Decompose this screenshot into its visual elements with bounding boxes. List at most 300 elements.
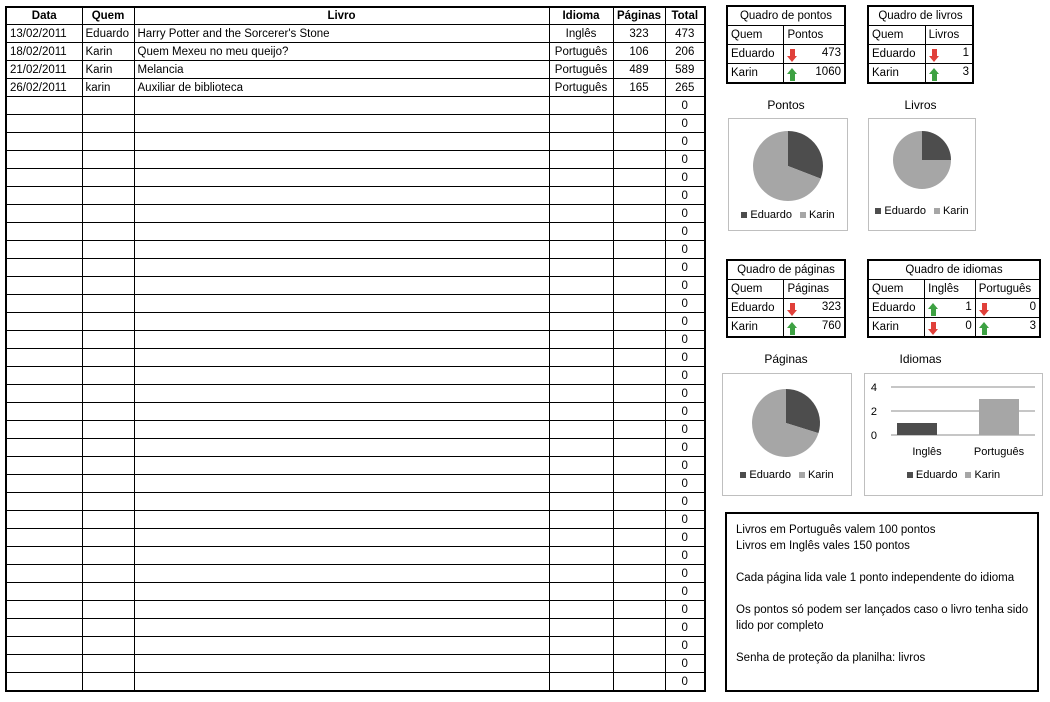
cell-idioma[interactable] <box>549 583 613 601</box>
cell-idioma[interactable]: Português <box>549 79 613 97</box>
table-row <box>6 313 705 331</box>
cell-data[interactable] <box>6 475 82 493</box>
cell-paginas[interactable] <box>613 97 665 115</box>
livros-pie-svg <box>869 119 975 207</box>
row-quem[interactable]: Eduardo <box>727 45 784 64</box>
arrow-down-icon <box>787 303 798 316</box>
row-value[interactable] <box>784 64 845 84</box>
cell-data[interactable]: 21/02/2011 <box>6 61 82 79</box>
legend-eduardo: Eduardo <box>875 205 926 217</box>
paginas-legend <box>723 469 851 481</box>
cell-paginas[interactable] <box>613 439 665 457</box>
cell-total[interactable]: 0 <box>665 115 705 133</box>
cell-total[interactable]: 0 <box>665 673 705 692</box>
cell-data[interactable] <box>6 133 82 151</box>
cell-idioma[interactable] <box>549 637 613 655</box>
y-tick-label: 4 <box>870 382 877 394</box>
cell-paginas[interactable] <box>613 421 665 439</box>
cell-paginas[interactable] <box>613 637 665 655</box>
cell-livro[interactable] <box>134 457 549 475</box>
cell-total[interactable]: 0 <box>665 565 705 583</box>
table-row <box>6 115 705 133</box>
cell-paginas[interactable] <box>613 619 665 637</box>
cell-total[interactable]: 0 <box>665 529 705 547</box>
cell-total[interactable]: 0 <box>665 295 705 313</box>
note-line-4: Os pontos só podem ser lançados caso o livro tenha sido lido por completo <box>736 604 1029 632</box>
livros-summary-table <box>867 5 974 84</box>
cell-livro[interactable] <box>134 169 549 187</box>
cell-idioma[interactable] <box>549 367 613 385</box>
legend-karin: Karin <box>934 205 969 217</box>
value-text: 760 <box>821 319 841 332</box>
cell-quem[interactable] <box>82 385 134 403</box>
cell-quem[interactable] <box>82 187 134 205</box>
cell-livro[interactable] <box>134 187 549 205</box>
cell-idioma[interactable] <box>549 385 613 403</box>
cell-idioma[interactable] <box>549 115 613 133</box>
cell-paginas[interactable] <box>613 583 665 601</box>
cell-data[interactable] <box>6 259 82 277</box>
cell-quem[interactable] <box>82 151 134 169</box>
cell-livro[interactable] <box>134 241 549 259</box>
cell-idioma[interactable] <box>549 439 613 457</box>
cell-data[interactable] <box>6 385 82 403</box>
row-quem[interactable]: Karin <box>727 64 784 84</box>
cell-total[interactable]: 0 <box>665 403 705 421</box>
cell-idioma[interactable] <box>549 313 613 331</box>
cell-quem[interactable]: Karin <box>82 43 134 61</box>
cell-quem[interactable] <box>82 547 134 565</box>
note-line-5: Senha de proteção da planilha: livros <box>736 652 926 664</box>
pontos-title: Quadro de pontos <box>739 10 833 22</box>
cell-total[interactable]: 0 <box>665 331 705 349</box>
cell-total[interactable]: 0 <box>665 475 705 493</box>
cell-paginas[interactable] <box>613 403 665 421</box>
bar-eduardo-0[interactable] <box>897 423 937 435</box>
cell-paginas[interactable] <box>613 475 665 493</box>
cell-total[interactable]: 0 <box>665 277 705 295</box>
cell-livro[interactable] <box>134 97 549 115</box>
cell-data[interactable] <box>6 97 82 115</box>
row-value[interactable] <box>925 45 973 64</box>
cell-livro[interactable] <box>134 385 549 403</box>
cell-quem[interactable] <box>82 349 134 367</box>
table-row <box>6 673 705 692</box>
cell-data[interactable] <box>6 115 82 133</box>
cell-idioma[interactable] <box>549 511 613 529</box>
cell-total[interactable]: 0 <box>665 187 705 205</box>
cell-data[interactable] <box>6 529 82 547</box>
row-value-ingles[interactable] <box>925 318 976 338</box>
cell-data[interactable] <box>6 601 82 619</box>
pontos-pie-chart[interactable] <box>728 118 848 231</box>
row-value[interactable] <box>784 318 845 338</box>
cell-livro[interactable] <box>134 277 549 295</box>
cell-idioma[interactable] <box>549 673 613 692</box>
cell-paginas[interactable] <box>613 655 665 673</box>
value-text: 0 <box>965 319 972 332</box>
cell-livro[interactable] <box>134 421 549 439</box>
bar-karin-1[interactable] <box>979 399 1019 435</box>
cell-paginas[interactable] <box>613 547 665 565</box>
cell-total[interactable]: 0 <box>665 637 705 655</box>
cell-quem[interactable]: Karin <box>82 61 134 79</box>
cell-livro[interactable] <box>134 637 549 655</box>
cell-quem[interactable] <box>82 169 134 187</box>
table-row <box>6 259 705 277</box>
livros-chart-title: Livros <box>904 98 937 112</box>
cell-livro[interactable] <box>134 493 549 511</box>
cell-livro[interactable] <box>134 259 549 277</box>
table-row <box>6 97 705 115</box>
idiomas-chart-title: Idiomas <box>899 352 942 366</box>
rules-notes-box <box>725 512 1039 692</box>
cell-idioma[interactable] <box>549 601 613 619</box>
cell-paginas[interactable]: 489 <box>613 61 665 79</box>
cell-data[interactable]: 26/02/2011 <box>6 79 82 97</box>
col-portugues[interactable]: Português <box>975 280 1040 299</box>
row-quem[interactable]: Eduardo <box>868 299 925 318</box>
cell-idioma[interactable] <box>549 619 613 637</box>
cell-total[interactable]: 0 <box>665 385 705 403</box>
cell-total[interactable]: 0 <box>665 493 705 511</box>
cell-livro[interactable] <box>134 565 549 583</box>
cell-livro[interactable] <box>134 529 549 547</box>
row-quem[interactable]: Karin <box>868 318 925 338</box>
cell-idioma[interactable] <box>549 187 613 205</box>
cell-livro[interactable] <box>134 439 549 457</box>
idiomas-bar-chart[interactable] <box>864 373 1043 496</box>
cell-quem[interactable] <box>82 493 134 511</box>
cell-total[interactable]: 0 <box>665 205 705 223</box>
cell-quem[interactable] <box>82 529 134 547</box>
cell-idioma[interactable] <box>549 259 613 277</box>
table-row <box>6 421 705 439</box>
cell-paginas[interactable] <box>613 601 665 619</box>
cell-total[interactable]: 206 <box>665 43 705 61</box>
cell-livro[interactable] <box>134 583 549 601</box>
table-row <box>6 547 705 565</box>
arrow-up-icon <box>928 303 939 316</box>
cell-total[interactable]: 0 <box>665 223 705 241</box>
cell-total[interactable]: 0 <box>665 133 705 151</box>
col-header-idioma[interactable]: Idioma <box>549 7 613 25</box>
cell-livro[interactable] <box>134 475 549 493</box>
cell-total[interactable]: 473 <box>675 27 695 40</box>
col-paginas[interactable]: Páginas <box>784 280 845 299</box>
cell-data[interactable] <box>6 565 82 583</box>
cell-data[interactable] <box>6 403 82 421</box>
cell-quem[interactable] <box>82 475 134 493</box>
cell-total[interactable]: 265 <box>665 79 705 97</box>
row-quem[interactable]: Eduardo <box>727 299 784 318</box>
col-quem[interactable]: Quem <box>868 26 925 45</box>
table-row <box>6 205 705 223</box>
cell-quem[interactable] <box>82 637 134 655</box>
note-line-2: Livros em Inglês vales 150 pontos <box>736 540 910 552</box>
cell-quem[interactable] <box>82 133 134 151</box>
cell-quem[interactable] <box>82 655 134 673</box>
cell-paginas[interactable] <box>613 385 665 403</box>
cell-data[interactable] <box>6 619 82 637</box>
cell-paginas[interactable] <box>613 259 665 277</box>
cell-paginas[interactable] <box>613 529 665 547</box>
cell-paginas[interactable] <box>613 457 665 475</box>
cell-quem[interactable] <box>82 205 134 223</box>
cell-paginas[interactable] <box>613 367 665 385</box>
cell-data[interactable] <box>6 151 82 169</box>
cell-paginas[interactable] <box>613 133 665 151</box>
table-row <box>6 457 705 475</box>
cell-quem[interactable] <box>82 241 134 259</box>
cell-data[interactable] <box>6 295 82 313</box>
livros-pie-chart[interactable] <box>868 118 976 231</box>
cell-livro[interactable] <box>134 673 549 692</box>
cell-total[interactable]: 0 <box>665 421 705 439</box>
cell-paginas[interactable] <box>613 205 665 223</box>
cell-idioma[interactable] <box>549 223 613 241</box>
cell-quem[interactable] <box>82 295 134 313</box>
cell-total[interactable]: 589 <box>665 61 705 79</box>
cell-livro[interactable] <box>134 367 549 385</box>
cell-data[interactable] <box>6 547 82 565</box>
cell-total[interactable]: 0 <box>665 583 705 601</box>
cell-paginas[interactable] <box>613 241 665 259</box>
cell-paginas[interactable] <box>613 673 665 692</box>
cell-data[interactable] <box>6 187 82 205</box>
cell-idioma[interactable] <box>549 349 613 367</box>
cell-paginas[interactable] <box>613 349 665 367</box>
cell-quem[interactable] <box>82 403 134 421</box>
cell-livro[interactable]: Melancia <box>134 61 549 79</box>
arrow-up-icon <box>929 68 940 81</box>
cell-idioma[interactable] <box>549 169 613 187</box>
cell-livro[interactable] <box>134 403 549 421</box>
cell-idioma[interactable]: Inglês <box>549 25 613 43</box>
cell-idioma[interactable] <box>549 493 613 511</box>
cell-data[interactable] <box>6 169 82 187</box>
cell-paginas[interactable]: 323 <box>613 25 665 43</box>
cell-total[interactable]: 0 <box>665 241 705 259</box>
cell-quem[interactable] <box>82 223 134 241</box>
cell-total[interactable]: 0 <box>665 439 705 457</box>
cell-paginas[interactable] <box>613 511 665 529</box>
cell-livro[interactable] <box>134 349 549 367</box>
row-value-portugues[interactable] <box>975 299 1040 318</box>
cell-quem[interactable] <box>82 673 134 692</box>
cell-paginas[interactable] <box>613 493 665 511</box>
cell-total[interactable]: 0 <box>665 367 705 385</box>
cell-quem[interactable] <box>82 277 134 295</box>
cell-idioma[interactable] <box>549 565 613 583</box>
row-value[interactable] <box>784 45 845 64</box>
cell-total[interactable]: 0 <box>665 97 705 115</box>
cell-data[interactable] <box>6 205 82 223</box>
cell-idioma[interactable] <box>549 277 613 295</box>
paginas-pie-chart[interactable] <box>722 373 852 496</box>
cell-idioma[interactable] <box>549 133 613 151</box>
cell-total[interactable]: 0 <box>665 151 705 169</box>
cell-idioma[interactable] <box>549 97 613 115</box>
cell-idioma[interactable] <box>549 403 613 421</box>
cell-livro[interactable] <box>134 313 549 331</box>
row-quem[interactable]: Eduardo <box>868 45 925 64</box>
cell-data[interactable] <box>6 493 82 511</box>
col-ingles[interactable]: Inglês <box>925 280 976 299</box>
cell-quem[interactable] <box>82 313 134 331</box>
cell-livro[interactable] <box>134 331 549 349</box>
col-quem[interactable]: Quem <box>868 280 925 299</box>
cell-data[interactable] <box>6 655 82 673</box>
cell-livro[interactable] <box>134 115 549 133</box>
cell-livro[interactable]: Auxiliar de biblioteca <box>134 79 549 97</box>
cell-paginas[interactable] <box>613 223 665 241</box>
cell-quem[interactable] <box>82 439 134 457</box>
cell-total[interactable]: 0 <box>665 349 705 367</box>
cell-livro[interactable] <box>134 511 549 529</box>
cell-quem[interactable] <box>82 331 134 349</box>
row-value-portugues[interactable] <box>975 318 1040 338</box>
cell-paginas[interactable] <box>613 277 665 295</box>
cell-data[interactable] <box>6 439 82 457</box>
cell-total[interactable]: 0 <box>665 313 705 331</box>
col-quem[interactable]: Quem <box>727 26 784 45</box>
cell-paginas[interactable] <box>613 295 665 313</box>
cell-quem[interactable] <box>82 619 134 637</box>
table-row <box>6 79 705 97</box>
cell-paginas[interactable] <box>613 331 665 349</box>
cell-data[interactable] <box>6 277 82 295</box>
cell-idioma[interactable] <box>549 205 613 223</box>
cell-paginas[interactable] <box>613 169 665 187</box>
row-value-ingles[interactable] <box>925 299 976 318</box>
cell-idioma[interactable] <box>549 331 613 349</box>
cell-paginas[interactable] <box>613 187 665 205</box>
cell-paginas[interactable]: 165 <box>613 79 665 97</box>
note-line-3: Cada página lida vale 1 ponto independente do idioma <box>736 572 1015 584</box>
cell-quem[interactable] <box>82 367 134 385</box>
cell-total[interactable]: 0 <box>665 547 705 565</box>
cell-idioma[interactable] <box>549 295 613 313</box>
cell-idioma[interactable] <box>549 529 613 547</box>
cell-livro[interactable] <box>134 547 549 565</box>
cell-paginas[interactable] <box>613 565 665 583</box>
cell-livro[interactable]: Quem Mexeu no meu queijo? <box>134 43 549 61</box>
cell-idioma[interactable]: Português <box>549 61 613 79</box>
cell-paginas[interactable] <box>613 115 665 133</box>
cell-livro[interactable] <box>134 295 549 313</box>
col-quem[interactable]: Quem <box>727 280 784 299</box>
cell-data[interactable] <box>6 457 82 475</box>
cell-livro[interactable] <box>134 655 549 673</box>
cell-idioma[interactable] <box>549 421 613 439</box>
cell-total[interactable]: 0 <box>665 511 705 529</box>
cell-idioma[interactable] <box>549 475 613 493</box>
cell-total[interactable]: 0 <box>665 259 705 277</box>
cell-data[interactable] <box>6 331 82 349</box>
cell-quem[interactable] <box>82 511 134 529</box>
cell-data[interactable] <box>6 637 82 655</box>
cell-livro[interactable] <box>134 601 549 619</box>
note-line-1: Livros em Português valem 100 pontos <box>736 524 936 536</box>
cell-data[interactable] <box>6 367 82 385</box>
cell-livro[interactable] <box>134 223 549 241</box>
cell-quem[interactable]: Eduardo <box>82 25 134 43</box>
col-header-total[interactable]: Total <box>665 7 705 25</box>
y-tick-label: 2 <box>870 406 877 418</box>
cell-livro[interactable] <box>134 619 549 637</box>
value-text: 0 <box>1029 300 1036 313</box>
cell-quem[interactable]: karin <box>82 79 134 97</box>
row-quem[interactable]: Karin <box>868 64 925 84</box>
cell-livro[interactable]: Harry Potter and the Sorcerer's Stone <box>134 25 549 43</box>
cell-paginas[interactable] <box>613 313 665 331</box>
cell-data[interactable] <box>6 223 82 241</box>
cell-data[interactable] <box>6 241 82 259</box>
col-pontos[interactable]: Pontos <box>784 26 845 45</box>
row-value[interactable] <box>784 299 845 318</box>
cell-quem[interactable] <box>82 115 134 133</box>
table-row <box>6 295 705 313</box>
cell-data[interactable]: 13/02/2011 <box>6 25 82 43</box>
cell-total[interactable]: 0 <box>665 601 705 619</box>
cell-paginas[interactable]: 106 <box>613 43 665 61</box>
cell-quem[interactable] <box>82 565 134 583</box>
cell-data[interactable] <box>6 313 82 331</box>
cell-quem[interactable] <box>82 583 134 601</box>
table-row <box>6 367 705 385</box>
cell-total[interactable]: 0 <box>665 169 705 187</box>
cell-idioma[interactable] <box>549 457 613 475</box>
cell-idioma[interactable] <box>549 151 613 169</box>
cell-quem[interactable] <box>82 97 134 115</box>
cell-data[interactable] <box>6 511 82 529</box>
cell-data[interactable]: 18/02/2011 <box>6 43 82 61</box>
cell-idioma[interactable]: Português <box>549 43 613 61</box>
cell-quem[interactable] <box>82 421 134 439</box>
pie-slice-eduardo[interactable] <box>922 131 951 160</box>
col-header-data[interactable]: Data <box>6 7 82 25</box>
cell-paginas[interactable] <box>613 151 665 169</box>
cell-idioma[interactable] <box>549 655 613 673</box>
cell-idioma[interactable] <box>549 547 613 565</box>
cell-data[interactable] <box>6 349 82 367</box>
cell-total[interactable]: 0 <box>665 619 705 637</box>
col-header-paginas[interactable]: Páginas <box>613 7 665 25</box>
col-header-quem[interactable]: Quem <box>82 7 134 25</box>
cell-quem[interactable] <box>82 601 134 619</box>
cell-quem[interactable] <box>82 259 134 277</box>
cell-data[interactable] <box>6 673 82 692</box>
cell-quem[interactable] <box>82 457 134 475</box>
col-header-livro[interactable]: Livro <box>134 7 549 25</box>
cell-total[interactable]: 0 <box>665 457 705 475</box>
arrow-down-icon <box>928 322 939 335</box>
reading-log-table <box>5 6 706 692</box>
cell-data[interactable] <box>6 583 82 601</box>
cell-idioma[interactable] <box>549 241 613 259</box>
cell-livro[interactable] <box>134 133 549 151</box>
row-quem[interactable]: Karin <box>727 318 784 338</box>
col-livros[interactable]: Livros <box>925 26 973 45</box>
cell-livro[interactable] <box>134 151 549 169</box>
row-value[interactable] <box>925 64 973 84</box>
cell-data[interactable] <box>6 421 82 439</box>
table-row <box>6 619 705 637</box>
cell-livro[interactable] <box>134 205 549 223</box>
cell-total[interactable]: 0 <box>665 655 705 673</box>
value-text: 1 <box>962 46 969 59</box>
